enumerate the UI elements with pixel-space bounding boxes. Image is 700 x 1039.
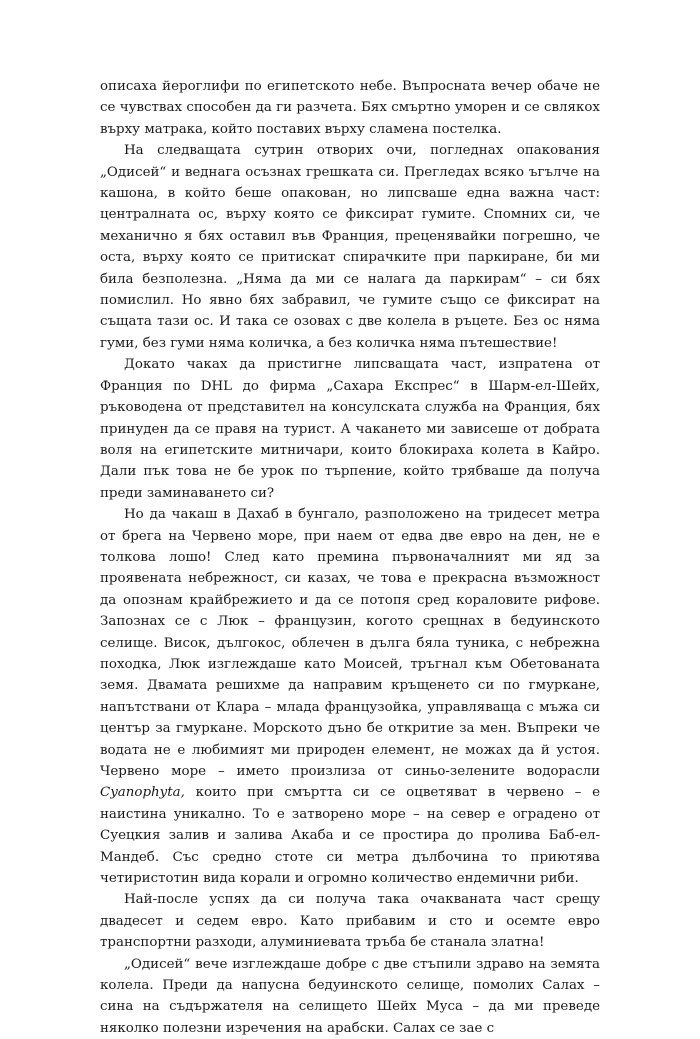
paragraph-4-part-2: които при смъртта си се оцветяват в червено – е наистина уникално. То е затворено море – на север е оградено от Суецкия залив и залива Акаба и се простира до пролива Баб-ел-Мандеб. Със средно стоте си метра дълбочина то приютява четиристотин вида корали и огромно количество ендемични риби. [100, 785, 600, 887]
paragraph-6: „Одисей“ вече изглеждаше добре с две стъпили здраво на земята колела. Преди да напусна бедуинското селище, помолих Салах – сина на съдържателя на селището Шейх Муса – да ми преведе няколко полезни изречения на арабски. Салах се зае с [100, 956, 600, 1036]
paragraph-5: Най-после успях да си получа така очакваната част срещу двадесет и седем евро. Като прибавим и сто и осемте евро транспортни разходи, алуминиевата тръба бе станала златна! [100, 892, 600, 951]
paragraph-3: Докато чаках да пристигне липсващата част, изпратена от Франция по DHL до фирма „Сахара Експрес“ в Шарм-ел-Шейх, ръководена от представител на консулската служба на Франция, бях принуден да се правя на турист. А чакането ми зависеше от добрата воля на египетските митничари, които блокираха колета в Кайро. Дали пък това не бе урок по търпение, който трябваше да получа преди заминаването си? [100, 357, 600, 501]
paragraph-1: описаха йероглифи по египетското небе. Въпросната вечер обаче не се чувствах способен да ги разчета. Бях смъртно уморен и се свлякох върху матрака, който поставих върху сламена постелка. [100, 79, 600, 137]
paragraph-4-part-1: Но да чакаш в Дахаб в бунгало, разположено на тридесет метра от брега на Червено море, при наем от едва две евро на ден, не е толкова лошо! След като премина първоначалният ми яд за проявената небрежност, си казах, че това е прекрасна възможност да опознам крайбрежието и да се потопя сред кораловите рифове. Запознах се с Люк – французин, когото срещнах в бедуинското селище. Висок, дългокос, облечен в дълга бяла туника, с небрежна походка, Люк изглеждаше като Моисей, тръгнал към Обетованата земя. Двамата решихме да направим кръщенето си по гмуркане, напътствани от Клара – млада французойка, управляваща с мъжа си център за гмуркане. Морското дъно бе откритие за мен. Въпреки че водата не е любимият ми природен елемент, не можах да й устоя. Червено море – името произлиза от синьо-зелените водорасли [100, 507, 600, 779]
paragraph-4 [100, 504, 600, 889]
paragraph-2: На следващата сутрин отворих очи, погледнах опакования „Одисей“ и веднага осъзнах грешката си. Прегледах всяко ъгълче на кашона, в който беше опакован, но липсваше една важна част: централната ос, върху която се фиксират гумите. Спомних си, че механично я бях оставил във Франция, преценявайки погрешно, че оста, върху която се притискат спирачките при паркиране, би ми била безполезна. „Няма да ми се налага да паркирам“ – си бях помислил. Но явно бях забравил, че гумите също се фиксират на същата тази ос. И така се озовах с две колела в ръцете. Без ос няма гуми, без гуми няма количка, а без количка няма пътешествие! [100, 143, 600, 351]
body-text [100, 76, 600, 1039]
species-name-italic: Cyanophyta, [100, 785, 185, 801]
